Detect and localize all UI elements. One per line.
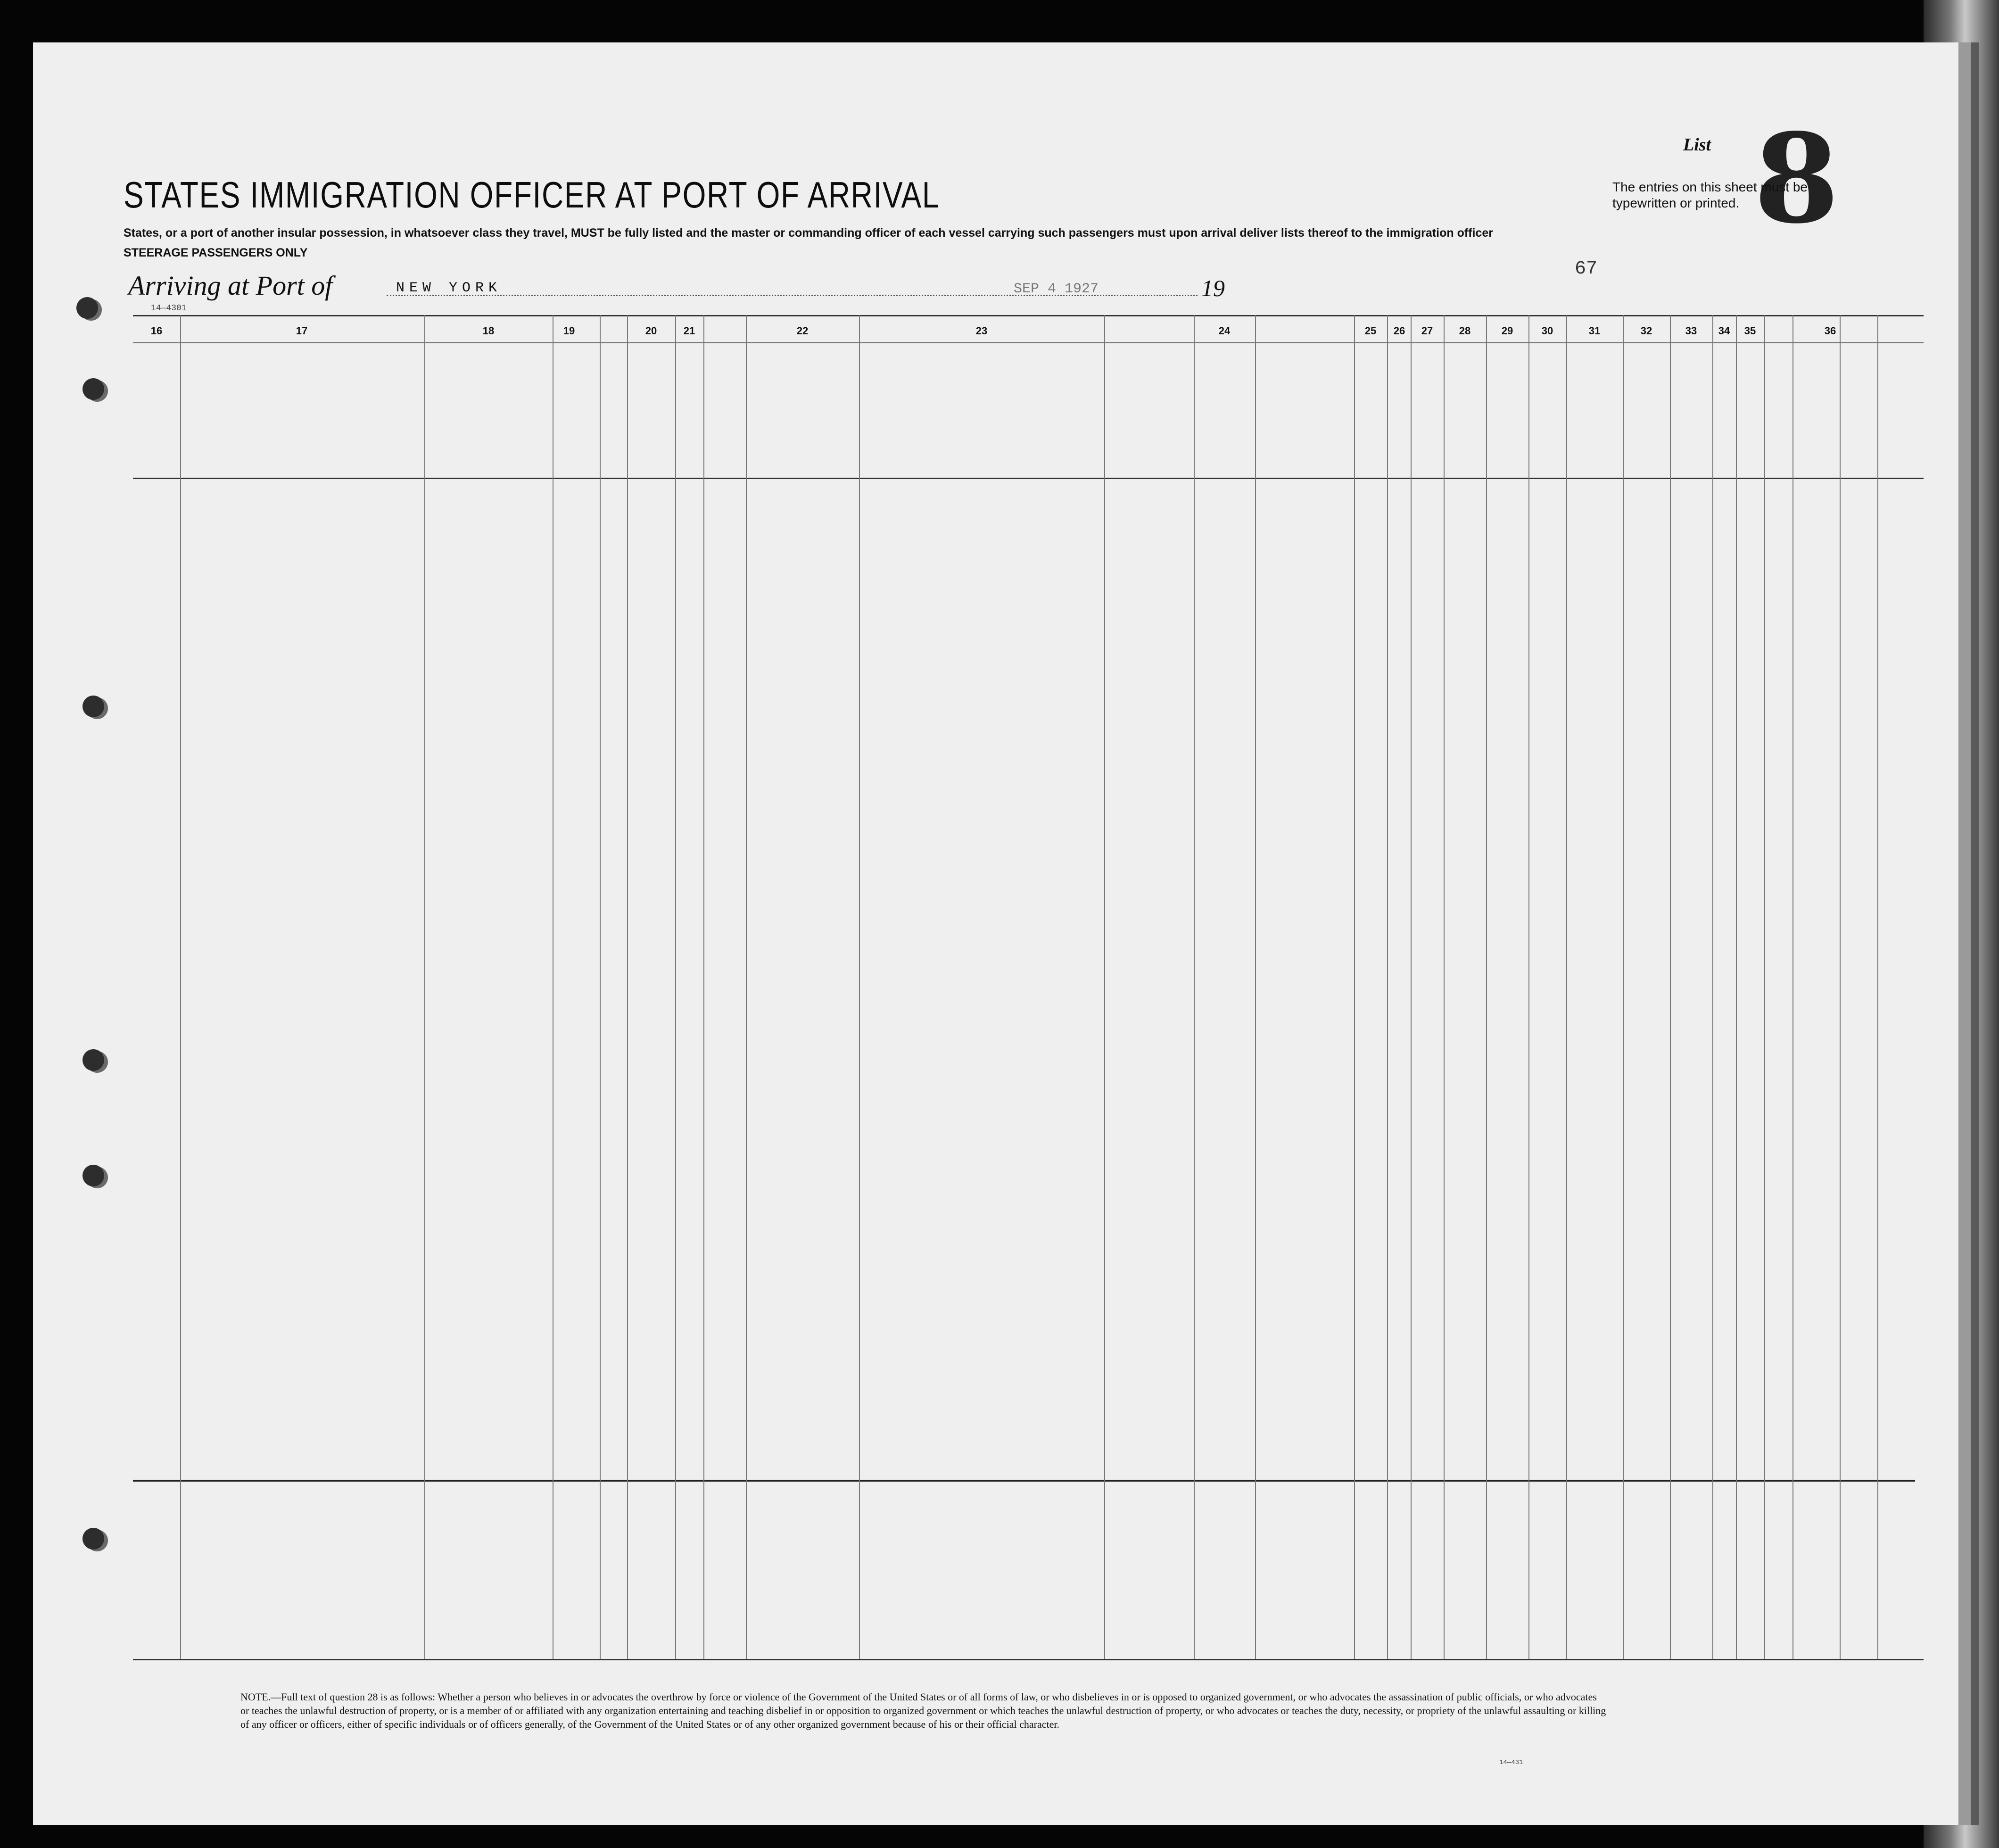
year-label: 19 (1201, 275, 1225, 301)
column-number-rule (133, 342, 1924, 343)
column-number: 25 (1364, 325, 1377, 337)
column-rule (1255, 315, 1256, 1659)
column-rule (859, 315, 860, 1659)
column-rule (1354, 315, 1355, 1659)
column-number: 24 (1218, 325, 1231, 337)
column-rule (1712, 315, 1713, 1659)
column-rule (1528, 315, 1529, 1659)
list-label: List (1683, 135, 1711, 155)
column-number: 27 (1421, 325, 1433, 337)
header-bottom-rule (133, 478, 1924, 479)
column-rule (675, 315, 676, 1659)
punch-hole (83, 1165, 104, 1186)
column-rule (1764, 315, 1765, 1659)
column-rule (1736, 315, 1737, 1659)
column-rule (1194, 315, 1195, 1659)
column-rule (1486, 315, 1487, 1659)
column-number: 18 (482, 325, 495, 337)
column-number: 30 (1541, 325, 1553, 337)
column-rule (1623, 315, 1624, 1659)
punch-hole (76, 297, 98, 319)
column-number: 31 (1588, 325, 1601, 337)
column-number: 22 (796, 325, 809, 337)
column-rule (1840, 315, 1841, 1659)
column-number: 36 (1824, 325, 1836, 337)
column-number: 21 (683, 325, 695, 337)
punch-hole (83, 1049, 104, 1071)
column-rule (1877, 315, 1878, 1659)
manifest-table (133, 315, 1924, 1659)
column-number: 23 (975, 325, 988, 337)
footer-code: 14—431 (1499, 1759, 1523, 1766)
column-number: 29 (1501, 325, 1513, 337)
entries-note: The entries on this sheet must be typewritten or printed. (1612, 180, 1808, 210)
column-rule (1387, 315, 1388, 1659)
column-rule (1411, 315, 1412, 1659)
list-number: 8 (1754, 107, 1839, 251)
column-rule (1444, 315, 1445, 1659)
column-number: 28 (1459, 325, 1471, 337)
form-number: 14—4301 (151, 304, 187, 313)
column-number: 20 (645, 325, 657, 337)
column-rule (1566, 315, 1567, 1659)
column-rule (600, 315, 601, 1659)
arriving-label: Arriving at Port of (128, 270, 333, 301)
column-rule (703, 315, 704, 1659)
table-bottom-rule (133, 1659, 1924, 1660)
column-number: 33 (1685, 325, 1697, 337)
column-rule (1104, 315, 1105, 1659)
column-rule (424, 315, 425, 1659)
column-number: 16 (150, 325, 163, 337)
sheet-number: 67 (1575, 258, 1598, 280)
page-subtitle: States, or a port of another insular possession, in whatsoever class they travel, MUST be fully listed and the master or commanding officer of each vessel carrying such passengers must upon arrival deliver lists thereof to the immigration officer (124, 226, 1493, 240)
column-rule (1670, 315, 1671, 1659)
column-number: 17 (296, 325, 308, 337)
column-number: 19 (563, 325, 575, 337)
column-number: 32 (1640, 325, 1652, 337)
row-27-rule (133, 1480, 1915, 1482)
arrival-date-stamp: SEP 4 1927 (1014, 281, 1099, 297)
column-number: 26 (1393, 325, 1405, 337)
column-rule (746, 315, 747, 1659)
punch-hole (83, 696, 104, 717)
column-rule (180, 315, 181, 1659)
punch-hole (83, 378, 104, 400)
port-name: NEW YORK (396, 280, 502, 296)
punch-hole (83, 1528, 104, 1550)
table-top-rule (133, 315, 1924, 316)
footnote: NOTE.—Full text of question 28 is as follows: Whether a person who believes in or advocates the overthrow by force or violence of the Government of the United States or of all forms of law, or who disbelieves in or is opposed to organized government, or who advocates the assassination of public officials, or who advocates or teaches the unlawful destruction of property, or is a member of or affiliated with any organization entertaining and teaching disbelief in or opposition to organized government or which teaches the unlawful destruction of property, or who advocates or teaches the duty, necessity, or propriety of the unlawful assaulting or killing of any officer or officers, either of specific individuals or of officers generally, of the Government of the United States or of any other organized government because of his or their official character. (240, 1691, 1606, 1730)
page-title: STATES IMMIGRATION OFFICER AT PORT OF ARRIVAL (124, 174, 940, 215)
column-rule (627, 315, 628, 1659)
column-rule (1792, 315, 1793, 1659)
column-number: 35 (1744, 325, 1756, 337)
column-number: 34 (1718, 325, 1730, 337)
steerage-label: STEERAGE PASSENGERS ONLY (124, 246, 308, 259)
